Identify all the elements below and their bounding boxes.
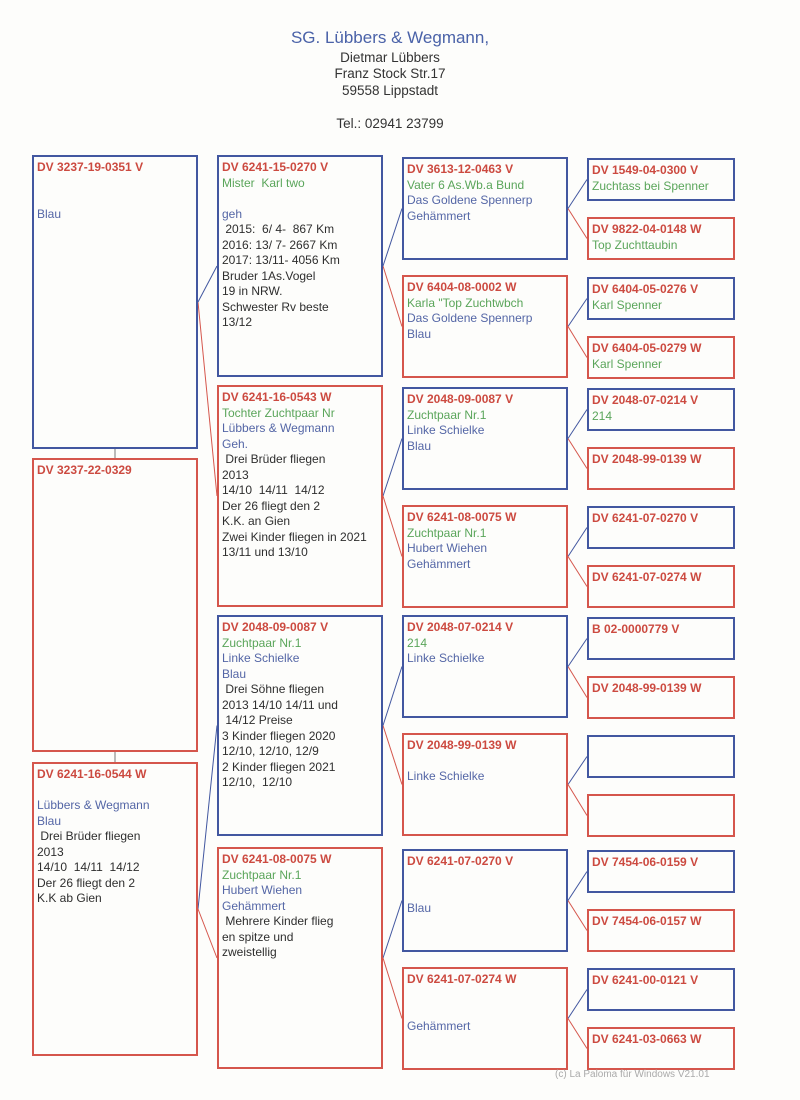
- breeder-name: Dietmar Lübbers: [340, 50, 440, 65]
- pedigree-box-male: [587, 506, 735, 549]
- ring-number: B 02-0000779 V: [592, 622, 680, 636]
- pedigree-info-line: Zwei Kinder fliegen in 2021: [222, 529, 367, 544]
- pedigree-info-line: 2013: [37, 844, 64, 859]
- pedigree-info-line: Zuchtpaar Nr.1: [407, 407, 487, 422]
- breeder-phone: Tel.: 02941 23799: [336, 116, 444, 131]
- pedigree-info-line: Zuchtpaar Nr.1: [222, 635, 302, 650]
- connector-line: [383, 496, 402, 557]
- pedigree-box-female: [402, 967, 568, 1070]
- pedigree-box-female: [402, 275, 568, 378]
- pedigree-info-line: Blau: [222, 666, 247, 681]
- ring-number: DV 2048-09-0087 V: [407, 392, 514, 406]
- pedigree-info-line: Gehämmert: [407, 556, 471, 571]
- breeder-street: Franz Stock Str.17: [334, 66, 446, 81]
- pedigree-info-line: Gehämmert: [407, 208, 471, 223]
- pedigree-info-line: Schwester Rv beste: [222, 299, 329, 314]
- connector-line: [198, 266, 217, 302]
- pedigree-info-line: 12/10, 12/10, 12/9: [222, 744, 319, 758]
- pedigree-info-line: 2013: [222, 467, 249, 482]
- connector-line: [568, 209, 587, 239]
- pedigree-info-line: [37, 191, 193, 207]
- pedigree-info-line: Karl Spenner: [592, 356, 663, 371]
- pedigree-info-line: Karl Spenner: [592, 297, 663, 312]
- connector-line: [383, 958, 402, 1019]
- pedigree-info-line: geh: [222, 206, 243, 221]
- pedigree-info-line: en spitze und: [222, 929, 294, 944]
- pedigree-info-line: Blau: [407, 438, 432, 453]
- pedigree-info-line: Karla "Top Zuchtwbch: [407, 295, 524, 310]
- pedigree-box-female: [587, 1027, 735, 1070]
- pedigree-info-line: Das Goldene Spennerp: [407, 311, 533, 325]
- ring-number: DV 1549-04-0300 V: [592, 163, 699, 177]
- pedigree-box-female: [32, 762, 198, 1056]
- connector-line: [383, 901, 402, 959]
- pedigree-info-line: Geh.: [222, 436, 249, 451]
- ring-number: DV 6404-08-0002 W: [407, 280, 517, 294]
- pedigree-box-male: [217, 155, 383, 377]
- pedigree-info-line: Blau: [407, 900, 432, 915]
- pedigree-info-line: Der 26 fliegt den 2: [37, 875, 136, 890]
- ring-number: DV 6241-16-0544 W: [37, 767, 147, 781]
- connector-line: [198, 909, 217, 958]
- connector-line: [383, 266, 402, 327]
- ring-number: DV 2048-99-0139 W: [592, 452, 702, 466]
- pedigree-info-line: [407, 885, 563, 901]
- pedigree-info-line: 19 in NRW.: [222, 284, 283, 298]
- connector-line: [568, 639, 587, 667]
- pedigree-info-line: 14/10 14/11 14/12: [37, 860, 140, 874]
- pedigree-box-male: [587, 158, 735, 201]
- pedigree-info-line: K.K ab Gien: [37, 891, 102, 905]
- ring-number: DV 6404-05-0276 V: [592, 282, 699, 296]
- ring-number: DV 6404-05-0279 W: [592, 341, 702, 355]
- pedigree-info-line: 14/10 14/11 14/12: [222, 483, 325, 497]
- pedigree-box-male: [587, 735, 735, 778]
- pedigree-info-line: Blau: [407, 326, 432, 341]
- pedigree-box-male: [402, 849, 568, 952]
- connector-line: [568, 180, 587, 209]
- ring-number: DV 6241-07-0270 V: [407, 854, 514, 868]
- pedigree-box-male: [587, 388, 735, 431]
- pedigree-info-line: 2017: 13/11- 4056 Km: [222, 253, 340, 267]
- pedigree-info-line: 214: [407, 635, 428, 650]
- connector-line: [568, 528, 587, 557]
- pedigree-info-line: Drei Söhne fliegen: [222, 682, 325, 696]
- pedigree-info-line: Linke Schielke: [407, 769, 485, 783]
- pedigree-box-female: [32, 458, 198, 752]
- ring-number: DV 2048-09-0087 V: [222, 620, 329, 634]
- pedigree-info-line: Mister Karl two: [222, 175, 305, 190]
- ring-number: DV 6241-08-0075 W: [407, 510, 517, 524]
- ring-number: DV 6241-03-0663 W: [592, 1032, 702, 1046]
- pedigree-box-male: [587, 277, 735, 320]
- pedigree-info-line: 2016: 13/ 7- 2667 Km: [222, 237, 338, 252]
- pedigree-info-line: [407, 1003, 563, 1019]
- pedigree-info-line: Vater 6 As.Wb.a Bund: [407, 177, 525, 192]
- pedigree-info-line: Blau: [37, 813, 62, 828]
- ring-number: DV 6241-07-0270 V: [592, 511, 699, 525]
- ring-number: DV 2048-99-0139 W: [407, 738, 517, 752]
- ring-number: DV 6241-07-0274 W: [592, 570, 702, 584]
- pedigree-box-female: [402, 505, 568, 608]
- pedigree-info-line: Linke Schielke: [222, 651, 300, 665]
- pedigree-box-female: [587, 565, 735, 608]
- connector-line: [383, 439, 402, 497]
- software-credit: (c) La Paloma für Windows V21.01: [555, 1069, 710, 1080]
- pedigree-info-line: Zuchtpaar Nr.1: [222, 867, 302, 882]
- pedigree-info-line: 3 Kinder fliegen 2020: [222, 728, 336, 743]
- pedigree-box-male: [587, 968, 735, 1011]
- ring-number: DV 2048-07-0214 V: [407, 620, 514, 634]
- pedigree-box-male: [402, 387, 568, 490]
- ring-number: DV 6241-08-0075 W: [222, 852, 332, 866]
- pedigree-info-line: Zuchtpaar Nr.1: [407, 525, 487, 540]
- pedigree-box-male: [217, 615, 383, 836]
- pedigree-info-line: Drei Brüder fliegen: [222, 452, 326, 466]
- pedigree-info-line: 14/12 Preise: [222, 713, 293, 727]
- ring-number: DV 7454-06-0159 V: [592, 855, 699, 869]
- ring-number: DV 9822-04-0148 W: [592, 222, 702, 236]
- pedigree-info-line: 2013 14/10 14/11 und: [222, 697, 338, 712]
- ring-number: DV 6241-15-0270 V: [222, 160, 329, 174]
- pedigree-box-female: [587, 336, 735, 379]
- pedigree-info-line: K.K. an Gien: [222, 514, 291, 528]
- pedigree-box-female: [587, 794, 735, 837]
- pedigree-info-line: 13/11 und 13/10: [222, 545, 308, 559]
- pedigree-info-line: Gehämmert: [222, 898, 286, 913]
- ring-number: DV 6241-00-0121 V: [592, 973, 699, 987]
- ring-number: DV 7454-06-0157 W: [592, 914, 702, 928]
- pedigree-info-line: Das Goldene Spennerp: [407, 193, 533, 207]
- pedigree-box-female: [217, 847, 383, 1069]
- pedigree-box-male: [402, 615, 568, 718]
- pedigree-info-line: 2015: 6/ 4- 867 Km: [222, 222, 335, 236]
- pedigree-info-line: Der 26 fliegt den 2: [222, 498, 321, 513]
- pedigree-info-line: Lübbers & Wegmann: [222, 421, 335, 435]
- connector-line: [383, 726, 402, 785]
- pedigree-box-female: [217, 385, 383, 607]
- ring-number: DV 2048-07-0214 V: [592, 393, 699, 407]
- pedigree-box-female: [587, 447, 735, 490]
- pedigree-info-line: Drei Brüder fliegen: [37, 829, 141, 843]
- pedigree-info-line: zweistellig: [222, 945, 277, 959]
- connector-line: [383, 667, 402, 726]
- ring-number: DV 6241-07-0274 W: [407, 972, 517, 986]
- pedigree-box-female: [587, 909, 735, 952]
- pedigree-info-line: Mehrere Kinder flieg: [222, 914, 334, 928]
- pedigree-info-line: Lübbers & Wegmann: [37, 798, 150, 812]
- pedigree-info-line: Top Zuchttaubin: [592, 237, 678, 252]
- pedigree-info-line: [37, 783, 193, 799]
- pedigree-info-line: [407, 988, 563, 1004]
- connector-line: [568, 667, 587, 698]
- connector-line: [568, 299, 587, 327]
- breeder-city: 59558 Lippstadt: [341, 83, 439, 98]
- connector-line: [568, 990, 587, 1019]
- pedigree-box-male: [587, 850, 735, 893]
- ring-number: DV 3237-22-0329: [37, 463, 132, 477]
- pedigree-info-line: 2 Kinder fliegen 2021: [222, 759, 336, 774]
- connector-line: [568, 901, 587, 931]
- pedigree-info-line: Bruder 1As.Vogel: [222, 268, 316, 283]
- connector-line: [568, 327, 587, 358]
- pedigree-info-line: Hubert Wiehen: [407, 541, 488, 555]
- pedigree-info-line: Blau: [37, 206, 62, 221]
- ring-number: DV 3613-12-0463 V: [407, 162, 514, 176]
- connector-line: [568, 785, 587, 816]
- ring-number: DV 6241-16-0543 W: [222, 390, 332, 404]
- pedigree-info-line: [222, 191, 378, 207]
- connector-line: [568, 872, 587, 901]
- pedigree-info-line: Hubert Wiehen: [222, 883, 303, 897]
- pedigree-info-line: [407, 754, 563, 770]
- breeder-title: SG. Lübbers & Wegmann,: [290, 28, 490, 47]
- connector-line: [568, 410, 587, 439]
- pedigree-box-female: [587, 217, 735, 260]
- pedigree-info-line: Linke Schielke: [407, 423, 485, 437]
- pedigree-info-line: 12/10, 12/10: [222, 775, 293, 789]
- pedigree-info-line: 13/12: [222, 315, 253, 329]
- connector-line: [568, 557, 587, 587]
- pedigree-info-line: [407, 870, 563, 886]
- connector-line: [568, 439, 587, 469]
- pedigree-box-female: [402, 733, 568, 836]
- pedigree-info-line: 214: [592, 408, 613, 423]
- connector-line: [198, 302, 217, 496]
- pedigree-box-male: [402, 157, 568, 260]
- connector-line: [198, 726, 217, 910]
- connector-line: [383, 209, 402, 267]
- pedigree-info-line: Linke Schielke: [407, 651, 485, 665]
- pedigree-info-line: [37, 176, 193, 192]
- ring-number: DV 3237-19-0351 V: [37, 160, 144, 174]
- pedigree-info-line: Tochter Zuchtpaar Nr: [222, 405, 335, 420]
- pedigree-box-male: [587, 617, 735, 660]
- connector-line: [568, 757, 587, 785]
- connector-line: [568, 1019, 587, 1049]
- pedigree-box-female: [587, 676, 735, 719]
- pedigree-info-line: Zuchtass bei Spenner: [592, 178, 709, 193]
- ring-number: DV 2048-99-0139 W: [592, 681, 702, 695]
- pedigree-info-line: Gehämmert: [407, 1018, 471, 1033]
- pedigree-box-male: [32, 155, 198, 449]
